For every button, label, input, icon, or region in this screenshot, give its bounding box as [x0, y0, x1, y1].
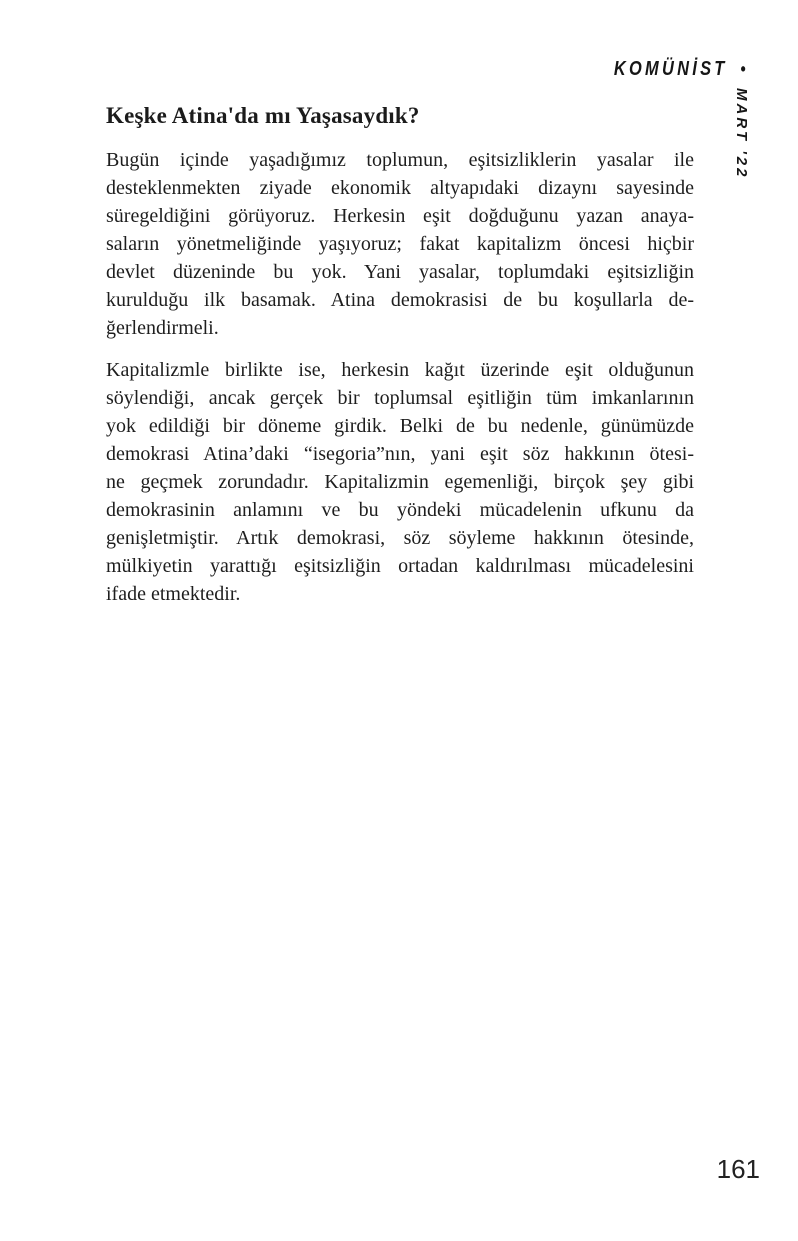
- text-line: demokrasi Atina’daki “isegoria”nın, yani eşit söz hakkının ötesi-: [106, 443, 694, 465]
- text-line: kurulduğu ilk basamak. Atina demokrasisi de bu koşullarla de-: [106, 289, 694, 311]
- page-number: 161: [716, 1154, 760, 1184]
- article-title: Keşke Atina'da mı Yaşasaydık?: [106, 103, 420, 128]
- text-line: süregeldiğini görüyoruz. Herkesin eşit doğduğunu yazan anaya-: [106, 205, 694, 227]
- text-line: söylendiği, ancak gerçek bir toplumsal eşitliğin tüm imkanlarının: [106, 387, 694, 409]
- running-head: [614, 58, 746, 81]
- bullet-separator-icon: •: [740, 59, 746, 79]
- issue-date: MART '22: [733, 88, 750, 180]
- text-line: Kapitalizmle birlikte ise, herkesin kağıt üzerinde eşit olduğunun: [106, 359, 694, 381]
- text-line: mülkiyetin yarattığı eşitsizliğin ortadan kaldırılması mücadelesini: [106, 555, 694, 577]
- text-line: ğerlendirmeli.: [106, 317, 219, 339]
- article-body: [106, 146, 694, 622]
- text-line: Bugün içinde yaşadığımız toplumun, eşitsizliklerin yasalar ile: [106, 149, 694, 171]
- text-line: devlet düzeninde bu yok. Yani yasalar, toplumdaki eşitsizliğin: [106, 261, 694, 283]
- paragraph: [106, 356, 694, 608]
- text-line: desteklenmekten ziyade ekonomik altyapıdaki dizaynı sayesinde: [106, 177, 694, 199]
- text-line: yok edildiği bir döneme girdik. Belki de bu nedenle, günümüzde: [106, 415, 694, 437]
- text-line: demokrasinin anlamını ve bu yöndeki mücadelenin ufkunu da: [106, 499, 694, 521]
- text-line: ne geçmek zorundadır. Kapitalizmin egemenliği, birçok şey gibi: [106, 471, 694, 493]
- text-line: saların yönetmeliğinde yaşıyoruz; fakat kapitalizm öncesi hiçbir: [106, 233, 694, 255]
- text-line: ifade etmektedir.: [106, 583, 241, 605]
- text-line: genişletmiştir. Artık demokrasi, söz söyleme hakkının ötesinde,: [106, 527, 694, 549]
- journal-title: KOMÜNİST: [614, 58, 729, 80]
- paragraph: [106, 146, 694, 342]
